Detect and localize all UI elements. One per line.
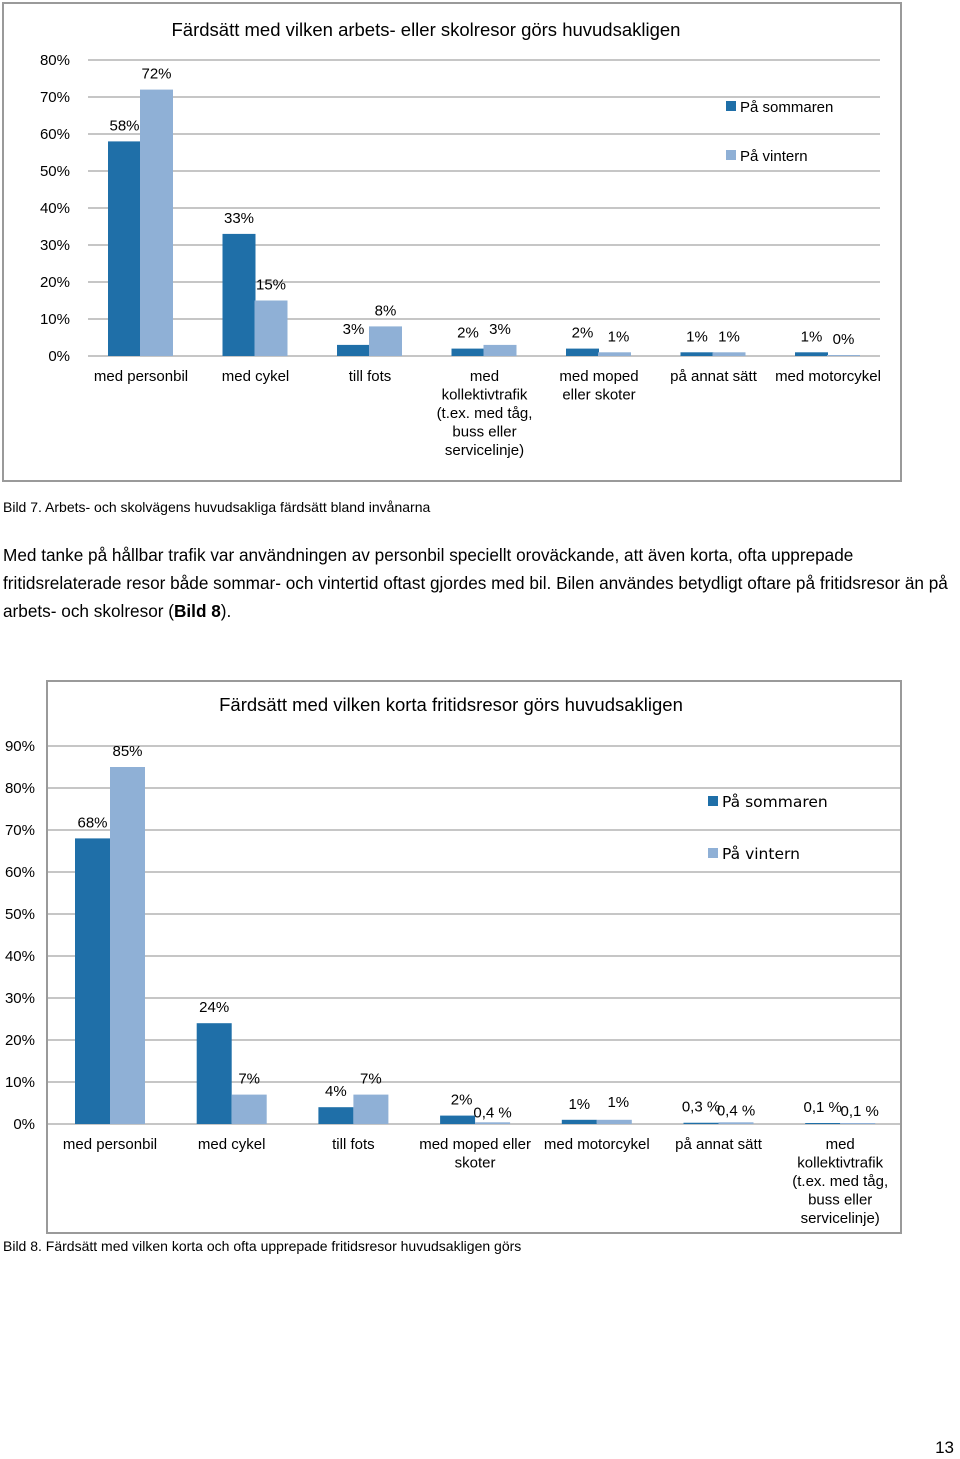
- x-category-label: med personbil: [93, 368, 189, 385]
- x-category-label: med: [825, 1136, 855, 1153]
- y-tick-label: 30%: [4, 990, 35, 1007]
- x-category-label: till fots: [348, 368, 392, 385]
- x-category-label: till fots: [332, 1136, 375, 1153]
- bar-summer: [318, 1107, 353, 1124]
- bar-winter: [475, 1122, 510, 1124]
- y-tick-label: 60%: [39, 126, 70, 143]
- bar-summer: [197, 1023, 232, 1124]
- body-text-end: ).: [220, 601, 232, 621]
- legend-swatch-summer: [708, 796, 718, 806]
- data-label: 15%: [255, 276, 287, 294]
- legend-swatch-winter: [708, 848, 718, 858]
- x-category-label: med motorcykel: [775, 368, 881, 385]
- x-category-label: på annat sätt: [675, 1136, 762, 1153]
- data-label: 0,3 %: [681, 1098, 721, 1116]
- data-label: 7%: [360, 1070, 382, 1088]
- data-label: 8%: [374, 302, 397, 320]
- y-tick-label: 40%: [39, 200, 70, 217]
- bar-winter: [110, 767, 145, 1124]
- chart-title: Färdsätt med vilken korta fritidsresor görs huvudsakligen: [219, 694, 683, 715]
- y-tick-label: 30%: [39, 237, 70, 254]
- y-tick-label: 0%: [48, 348, 70, 365]
- x-category-label: (t.ex. med tåg,: [792, 1173, 889, 1190]
- figure-caption-bild-7: Bild 7. Arbets- och skolvägens huvudsakliga färdsätt bland invånarna: [3, 499, 431, 515]
- y-tick-label: 60%: [4, 864, 35, 881]
- data-label: 24%: [199, 999, 230, 1017]
- y-tick-label: 0%: [13, 1116, 35, 1133]
- data-label: 2%: [571, 324, 594, 342]
- bar-summer: [805, 1123, 840, 1124]
- y-tick-label: 80%: [4, 780, 35, 797]
- x-category-label: eller skoter: [562, 386, 636, 404]
- y-tick-label: 80%: [39, 52, 70, 69]
- legend-label-summer: På sommaren: [722, 793, 828, 811]
- data-label: 72%: [141, 65, 172, 83]
- x-category-label: kollektivtrafik: [441, 386, 528, 404]
- chart-title: Färdsätt med vilken arbets- eller skolresor görs huvudsakligen: [171, 19, 681, 40]
- bar-summer: [75, 838, 110, 1124]
- data-label: 0,4 %: [716, 1102, 756, 1120]
- bar-summer: [562, 1120, 597, 1124]
- x-category-label: buss eller: [808, 1191, 873, 1209]
- y-tick-label: 50%: [4, 906, 35, 923]
- page-number: 13: [935, 1438, 954, 1457]
- y-tick-label: 40%: [4, 948, 35, 965]
- y-tick-label: 70%: [4, 822, 35, 839]
- x-category-label: skoter: [454, 1154, 496, 1172]
- bar-winter: [597, 1120, 632, 1124]
- x-category-label: med personbil: [62, 1136, 158, 1153]
- y-tick-label: 10%: [4, 1074, 35, 1091]
- data-label: 0%: [832, 331, 855, 348]
- x-category-label: med: [469, 368, 500, 385]
- data-label: 68%: [77, 814, 108, 832]
- data-label: 58%: [109, 117, 140, 135]
- data-label: 1%: [607, 1093, 630, 1111]
- x-category-label: kollektivtrafik: [797, 1154, 884, 1172]
- data-label: 4%: [325, 1083, 347, 1101]
- x-category-label: (t.ex. med tåg,: [436, 405, 533, 422]
- x-category-label: på annat sätt: [670, 368, 757, 385]
- bar-winter: [353, 1095, 388, 1124]
- y-tick-label: 50%: [39, 163, 70, 180]
- legend-label-winter: På vintern: [740, 148, 808, 165]
- bar-winter: [719, 1122, 754, 1124]
- y-tick-label: 20%: [39, 274, 70, 291]
- x-category-label: med cykel: [197, 1136, 266, 1153]
- x-category-label: med motorcykel: [543, 1136, 650, 1153]
- x-category-label: servicelinje): [444, 442, 525, 459]
- y-tick-label: 20%: [4, 1032, 35, 1049]
- data-label: 0,1 %: [803, 1099, 842, 1116]
- body-text-main: Med tanke på hållbar trafik var användningen av personbil speciellt oroväckande, att även korta, ofta upprepade fritidsrelaterade resor både sommar- och vintertid oftast gjordes med bil. Bilen användes betydligt oftare på fritidsresor än på arbets- och skolresor (: [3, 545, 948, 621]
- data-label: 33%: [223, 209, 255, 227]
- data-label: 3%: [342, 320, 365, 338]
- figure-caption-bild-8: Bild 8. Färdsätt med vilken korta och ofta upprepade fritidsresor huvudsakligen görs: [3, 1238, 522, 1254]
- y-tick-label: 90%: [4, 738, 35, 755]
- bar-winter: [232, 1095, 267, 1124]
- legend-label-summer: På sommaren: [740, 99, 834, 116]
- legend-label-winter: På vintern: [722, 845, 800, 863]
- x-category-label: servicelinje): [800, 1210, 880, 1227]
- data-label: 2%: [457, 324, 479, 342]
- body-paragraph: [3, 541, 953, 625]
- x-category-label: med moped: [559, 368, 639, 385]
- data-label: 85%: [112, 743, 143, 760]
- bar-summer: [684, 1123, 719, 1124]
- x-category-label: med moped eller: [419, 1136, 531, 1153]
- data-label: 3%: [489, 320, 511, 338]
- x-category-label: med cykel: [221, 368, 290, 385]
- x-category-label: buss eller: [452, 423, 517, 441]
- data-label: 1%: [718, 328, 740, 346]
- data-label: 1%: [607, 328, 630, 346]
- data-label: 7%: [238, 1070, 261, 1088]
- y-tick-label: 10%: [39, 311, 70, 328]
- y-tick-label: 70%: [39, 89, 70, 106]
- data-label: 2%: [450, 1091, 473, 1109]
- data-label: 0,4 %: [473, 1104, 512, 1122]
- data-label: 1%: [800, 328, 823, 346]
- data-label: 1%: [568, 1095, 591, 1113]
- data-label: 1%: [686, 328, 708, 346]
- bar-summer: [440, 1116, 475, 1124]
- bar-winter: [840, 1123, 875, 1124]
- data-label: 0,1 %: [840, 1103, 879, 1120]
- body-figure-reference: Bild 8: [173, 601, 221, 621]
